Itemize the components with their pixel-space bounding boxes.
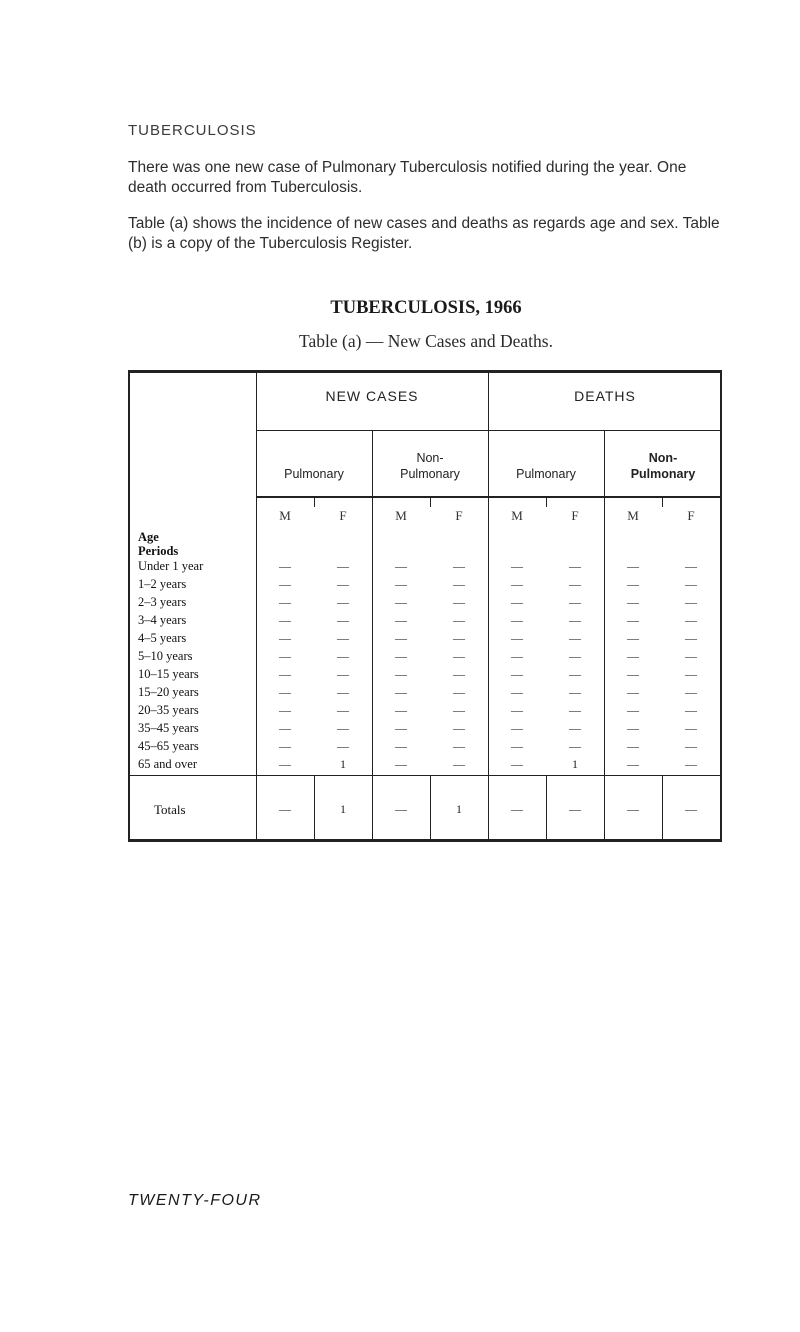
table-cell: — [395, 685, 407, 699]
table-cell: — [279, 685, 291, 699]
table-cell: — [685, 685, 697, 699]
subgroup-deaths-non-pulmonary: Non- Pulmonary [630, 451, 696, 481]
table-cell: — [453, 703, 465, 717]
table-cell: — [685, 739, 697, 753]
row-label: 65 and over [138, 757, 198, 771]
rule-under-groups [256, 430, 722, 431]
sex-label: M [395, 508, 407, 523]
table-cell: — [627, 649, 639, 663]
rule-sex-3 [546, 496, 547, 507]
table-cell: — [453, 613, 465, 627]
table-cell: — [395, 559, 407, 573]
row-label: 10–15 years [138, 667, 199, 681]
row-label: Under 1 year [138, 559, 204, 573]
row-label: 35–45 years [138, 721, 199, 735]
table-title: TUBERCULOSIS, 1966 [330, 298, 522, 318]
table-cell: — [569, 703, 581, 717]
table-cell: — [453, 685, 465, 699]
table-bottom-border [128, 839, 722, 842]
table-cell: — [453, 631, 465, 645]
table-cell: — [627, 685, 639, 699]
table-cell: — [569, 559, 581, 573]
table-cell: — [685, 757, 697, 771]
table-cell: — [279, 739, 291, 753]
table-cell: — [685, 577, 697, 591]
sex-label: M [627, 508, 639, 523]
totals-cell: — [685, 802, 697, 816]
table-cell: — [337, 721, 349, 735]
table-cell: — [395, 667, 407, 681]
totals-cell: — [511, 802, 523, 816]
table-cell: 1 [340, 757, 346, 771]
table-cell: — [627, 739, 639, 753]
table-cell: — [279, 613, 291, 627]
table-cell: — [511, 577, 523, 591]
totals-cell: — [279, 802, 291, 816]
totals-cell: — [395, 802, 407, 816]
group-new-cases: NEW CASES [325, 388, 419, 404]
table-cell: — [337, 595, 349, 609]
table-cell: — [627, 703, 639, 717]
table-cell: — [453, 577, 465, 591]
sex-label: F [687, 508, 695, 523]
table-cell: — [453, 739, 465, 753]
table-cell: — [395, 703, 407, 717]
row-label: 45–65 years [138, 739, 199, 753]
table-cell: — [685, 613, 697, 627]
table-cell: — [395, 721, 407, 735]
table-cell: — [453, 757, 465, 771]
sex-label: F [571, 508, 579, 523]
subgroup-deaths-pulmonary: Pulmonary [516, 467, 576, 481]
tuberculosis-table [128, 370, 722, 842]
table-cell: — [279, 757, 291, 771]
row-label: 4–5 years [138, 631, 187, 645]
sex-label: F [455, 508, 463, 523]
table-cell: — [395, 613, 407, 627]
totals-label: Totals [154, 802, 186, 817]
rule-sex-1 [314, 496, 315, 507]
table-cell: — [511, 559, 523, 573]
row-label: 15–20 years [138, 685, 199, 699]
table-cell: — [569, 595, 581, 609]
table-cell: — [395, 757, 407, 771]
table-cell: — [627, 667, 639, 681]
table-cell: — [627, 559, 639, 573]
table-cell: — [395, 595, 407, 609]
sex-label: F [339, 508, 347, 523]
table-cell: — [337, 739, 349, 753]
row-label: 1–2 years [138, 577, 187, 591]
table-cell: — [685, 595, 697, 609]
table-cell: — [511, 667, 523, 681]
table-cell: — [511, 613, 523, 627]
table-cell: — [337, 649, 349, 663]
table-cell: — [685, 721, 697, 735]
table-cell: — [569, 613, 581, 627]
table-cell: — [511, 721, 523, 735]
table-cell: — [395, 739, 407, 753]
table-subtitle: Table (a) — New Cases and Deaths. [299, 331, 553, 351]
table-cell: — [279, 631, 291, 645]
table-cell: — [627, 595, 639, 609]
rule-sex-2 [430, 496, 431, 507]
table-cell: — [453, 721, 465, 735]
sex-label: M [279, 508, 291, 523]
table-cell: — [627, 721, 639, 735]
table-cell: — [511, 595, 523, 609]
table-cell: — [627, 757, 639, 771]
table-cell: — [337, 613, 349, 627]
paragraph-notified: There was one new case of Pulmonary Tuberculosis notified during the year. One death occurred from Tuberculosis. [128, 159, 687, 196]
row-label: 2–3 years [138, 595, 187, 609]
table-cell: — [569, 667, 581, 681]
rule-sex-4 [662, 496, 663, 507]
table-cell: — [685, 631, 697, 645]
row-label: 5–10 years [138, 649, 193, 663]
subgroup-new-pulmonary: Pulmonary [284, 467, 344, 481]
table-right-border [720, 370, 722, 842]
table-cell: — [337, 703, 349, 717]
table-cell: — [453, 559, 465, 573]
table-cell: — [395, 649, 407, 663]
table-cell: — [627, 613, 639, 627]
row-label: 20–35 years [138, 703, 199, 717]
rule-under-subgroups [256, 496, 722, 498]
page-footer: TWENTY-FOUR [128, 1192, 262, 1209]
table-cell: — [569, 577, 581, 591]
age-periods-header: Age Periods [138, 530, 179, 558]
table-cell: — [453, 649, 465, 663]
group-deaths: DEATHS [574, 388, 636, 404]
table-cell: — [337, 631, 349, 645]
table-top-border [128, 370, 722, 373]
totals-cell: 1 [340, 802, 346, 816]
table-cell: — [511, 649, 523, 663]
table-cell: — [511, 631, 523, 645]
table-cell: — [685, 667, 697, 681]
table-cell: — [511, 703, 523, 717]
table-cell: — [685, 703, 697, 717]
sex-label: M [511, 508, 523, 523]
table-cell: — [685, 649, 697, 663]
table-cell: — [627, 631, 639, 645]
table-cell: — [279, 667, 291, 681]
table-cell: — [511, 685, 523, 699]
table-cell: — [337, 685, 349, 699]
table-cell: — [569, 739, 581, 753]
table-cell: — [453, 595, 465, 609]
totals-cell: — [569, 802, 581, 816]
table-cell: — [627, 577, 639, 591]
table-cell: — [279, 577, 291, 591]
table-left-border [128, 370, 130, 842]
section-heading: TUBERCULOSIS [128, 122, 257, 139]
table-cell: — [337, 667, 349, 681]
table-cell: — [569, 631, 581, 645]
table-cell: — [279, 595, 291, 609]
totals-cell: — [627, 802, 639, 816]
table-cell: — [569, 649, 581, 663]
table-cell: — [337, 559, 349, 573]
table-cell: — [511, 757, 523, 771]
paragraph-table-description: Table (a) shows the incidence of new cases and deaths as regards age and sex. Table (b) is a copy of the Tuberculosis Register. [128, 215, 720, 252]
table-cell: — [279, 721, 291, 735]
table-cell: — [337, 577, 349, 591]
table-cell: — [279, 649, 291, 663]
row-label: 3–4 years [138, 613, 187, 627]
totals-cell: 1 [456, 802, 462, 816]
subgroup-new-non-pulmonary: Non- Pulmonary [400, 451, 460, 481]
table-cell: — [395, 577, 407, 591]
table-cell: — [279, 559, 291, 573]
table-cell: — [569, 685, 581, 699]
table-cell: — [279, 703, 291, 717]
table-cell: — [453, 667, 465, 681]
table-cell: 1 [572, 757, 578, 771]
table-cell: — [569, 721, 581, 735]
rule-above-totals [128, 775, 722, 776]
table-cell: — [395, 631, 407, 645]
table-cell: — [685, 559, 697, 573]
table-cell: — [511, 739, 523, 753]
